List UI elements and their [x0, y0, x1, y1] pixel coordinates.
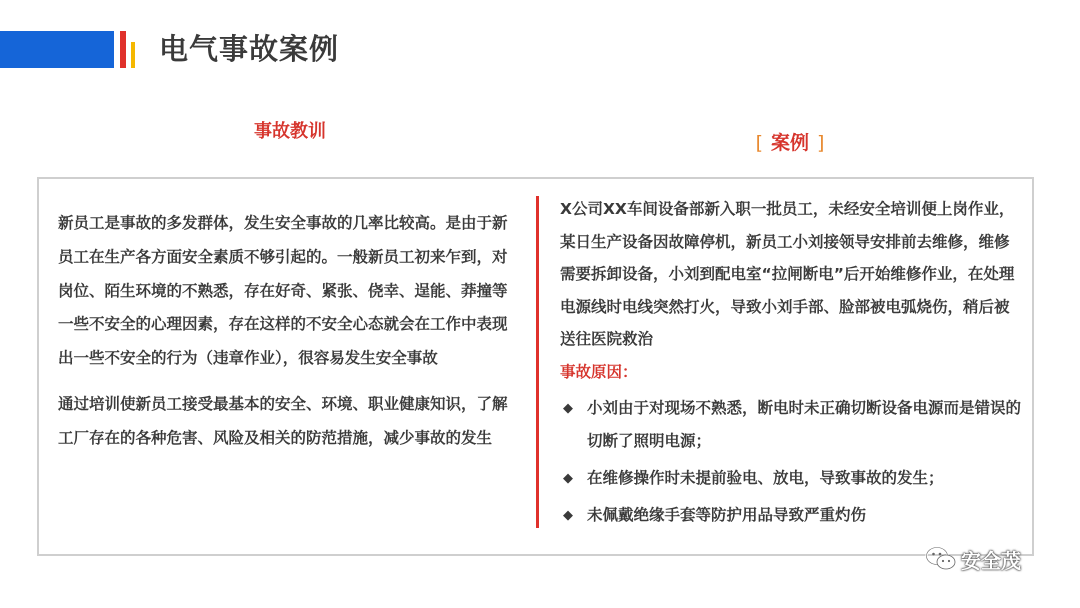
cause-text: 未佩戴绝缘手套等防护用品导致严重灼伤 [587, 505, 867, 524]
watermark-text: 安全茂 [961, 548, 1021, 573]
diamond-bullet-icon: ◆ [563, 400, 573, 416]
page-title: 电气事故案例 [159, 32, 340, 66]
cause-text: 在维修操作时未提前验电、放电，导致事故的发生； [587, 468, 944, 487]
column-divider [536, 196, 539, 528]
diamond-bullet-icon: ◆ [563, 507, 573, 523]
wechat-icon [925, 545, 957, 573]
list-item [560, 462, 1022, 495]
lessons-heading: 事故教训 [254, 121, 326, 142]
watermark [925, 543, 1021, 575]
case-heading-label: 案例 [770, 132, 809, 154]
case-heading [690, 128, 890, 155]
cause-text: 小刘由于对现场不熟悉，断电时未正确切断设备电源而是错误的切断了照明电源； [587, 398, 1022, 450]
lessons-paragraph: 通过培训使新员工接受最基本的安全、环境、职业健康知识，了解工厂存在的各种危害、风险及相关的防范措施，减少事故的发生 [58, 394, 508, 447]
list-item [560, 392, 1022, 458]
list-item [560, 499, 1022, 532]
case-heading-bracket-open: [ [755, 132, 763, 154]
lessons-paragraph: 新员工是事故的多发群体，发生安全事故的几率比较高。是由于新员工在生产各方面安全素质不够引起的。一般新员工初来乍到，对岗位、陌生环境的不熟悉，存在好奇、紧张、侥幸、逞能、莽撞等一些不安全的心理因素，存在这样的不安全心态就会在工作中表现出一些不安全的行为（违章作业），很容易发生安全事故 [58, 214, 508, 368]
header-yellow-stripe [131, 42, 135, 68]
case-heading-bracket-close: ] [817, 132, 825, 154]
lessons-column [58, 207, 514, 456]
header-red-stripe [120, 31, 126, 68]
case-description: X公司XX车间设备部新入职一批员工，未经安全培训便上岗作业，某日生产设备因故障停机，新员工小刘接领导安排前去维修，维修需要拆卸设备，小刘到配电室“拉闸断电”后开始维修作业，在处理电源线时电线突然打火，导致小刘手部、脸部被电弧烧伤，稍后被送往医院救治 [560, 200, 1015, 348]
diamond-bullet-icon: ◆ [563, 470, 573, 486]
case-column [560, 193, 1022, 536]
cause-label: 事故原因： [560, 362, 638, 381]
header-blue-bar [0, 31, 114, 68]
cause-list [560, 392, 1022, 532]
